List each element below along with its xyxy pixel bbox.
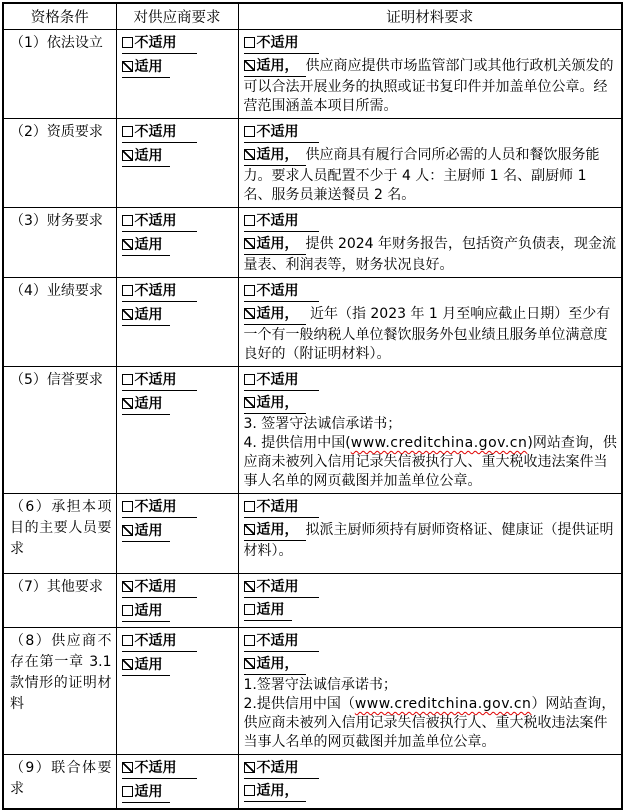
option-label: 不适用	[256, 213, 299, 229]
condition-cell	[3, 278, 116, 367]
option-label: 适用	[134, 603, 163, 619]
supplier-not-applicable-option	[122, 577, 234, 598]
checkbox-unchecked-icon[interactable]	[122, 285, 133, 296]
option-label: 不适用	[134, 213, 177, 229]
option-label: 适用	[134, 523, 163, 539]
supplier-requirement-cell	[116, 119, 238, 208]
supplier-requirement-cell	[116, 30, 238, 119]
proof-item-text: 3. 签署守法诚信承诺书；	[243, 416, 402, 432]
checkbox-checked-icon[interactable]	[244, 658, 255, 669]
proof-item-line	[244, 415, 618, 434]
table-row	[3, 494, 622, 574]
option-label: 适用	[134, 657, 163, 673]
checkbox-unchecked-icon[interactable]	[122, 605, 133, 616]
option-label: 不适用	[134, 124, 177, 140]
checkbox-checked-icon[interactable]	[122, 239, 133, 250]
condition-label: （7）其他要求	[10, 579, 103, 595]
proof-description: 拟派主厨师须持有厨师资格证、健康证（提供证明材料）。	[243, 522, 614, 559]
supplier-requirement-cell	[116, 755, 238, 810]
supplier-applicable-option	[122, 601, 234, 622]
option-label: 不适用	[256, 283, 299, 299]
proof-applicable-option	[244, 146, 618, 205]
option-label: 不适用	[256, 35, 299, 51]
supplier-applicable-option	[122, 655, 234, 676]
option-label: 不适用	[134, 35, 177, 51]
option-label: 适用，	[256, 306, 299, 322]
checkbox-checked-icon[interactable]	[122, 150, 133, 161]
option-label: 不适用	[256, 124, 299, 140]
supplier-requirement-cell	[116, 367, 238, 494]
option-label: 适用，	[256, 395, 299, 411]
option-label: 不适用	[134, 633, 177, 649]
checkbox-checked-icon[interactable]	[122, 762, 133, 773]
proof-requirement-cell	[238, 755, 622, 810]
table-row	[3, 367, 622, 494]
supplier-applicable-option	[122, 521, 234, 542]
condition-cell	[3, 367, 116, 494]
supplier-not-applicable-option	[122, 370, 234, 391]
supplier-applicable-option	[122, 782, 234, 803]
checkbox-unchecked-icon[interactable]	[122, 126, 133, 137]
checkbox-checked-icon[interactable]	[122, 581, 133, 592]
proof-applicable-option	[244, 235, 618, 275]
supplier-not-applicable-option	[122, 33, 234, 54]
option-label: 适用	[134, 59, 163, 75]
checkbox-unchecked-icon[interactable]	[122, 786, 133, 797]
checkbox-checked-icon[interactable]	[122, 659, 133, 670]
checkbox-checked-icon[interactable]	[244, 581, 255, 592]
checkbox-unchecked-icon[interactable]	[244, 374, 255, 385]
option-label: 适用，	[256, 783, 299, 799]
supplier-requirement-cell	[116, 494, 238, 574]
option-label: 适用，	[256, 656, 299, 672]
option-label: 适用	[134, 784, 163, 800]
proof-not-applicable-option	[244, 281, 618, 302]
checkbox-unchecked-icon[interactable]	[122, 501, 133, 512]
option-label: 不适用	[134, 499, 177, 515]
supplier-applicable-option	[122, 57, 234, 78]
proof-item-line	[244, 695, 618, 752]
option-label: 不适用	[256, 579, 299, 595]
proof-description: 供应商应提供市场监管部门或其他行政机关颁发的可以合法开展业务的执照或证书复印件并加盖单位公章。经营范围涵盖本项目所需。	[243, 58, 614, 114]
table-row	[3, 208, 622, 278]
checkbox-checked-icon[interactable]	[244, 60, 255, 71]
checkbox-unchecked-icon[interactable]	[244, 501, 255, 512]
checkbox-unchecked-icon[interactable]	[122, 37, 133, 48]
checkbox-checked-icon[interactable]	[122, 525, 133, 536]
proof-requirement-cell	[238, 494, 622, 574]
proof-requirement-cell	[238, 278, 622, 367]
proof-not-applicable-option	[244, 631, 618, 652]
proof-requirement-cell	[238, 628, 622, 755]
col-header-qualification-condition: 资格条件	[3, 3, 116, 30]
checkbox-checked-icon[interactable]	[244, 308, 255, 319]
proof-requirement-cell	[238, 119, 622, 208]
supplier-requirement-cell	[116, 628, 238, 755]
proof-applicable-option	[244, 655, 618, 676]
proof-not-applicable-option	[244, 497, 618, 518]
option-label: 不适用	[256, 372, 299, 388]
condition-label: （9）联合体要求	[10, 760, 112, 797]
condition-cell	[3, 208, 116, 278]
option-label: 适用	[134, 396, 163, 412]
option-label: 适用	[134, 307, 163, 323]
proof-item-line	[244, 676, 618, 695]
option-label: 适用	[134, 148, 163, 164]
supplier-applicable-option	[122, 305, 234, 326]
proof-applicable-option	[244, 305, 618, 364]
supplier-applicable-option	[122, 235, 234, 256]
option-label: 不适用	[134, 579, 177, 595]
condition-cell	[3, 755, 116, 810]
table-row	[3, 574, 622, 628]
condition-label: （5）信誉要求	[10, 372, 103, 388]
checkbox-checked-icon[interactable]	[244, 762, 255, 773]
proof-applicable-option	[244, 394, 618, 415]
proof-item-text: 4. 提供信用中国(	[243, 435, 351, 451]
checkbox-checked-icon[interactable]	[122, 61, 133, 72]
proof-item-line	[244, 434, 618, 491]
checkbox-unchecked-icon[interactable]	[244, 604, 255, 615]
proof-item-text: )网站查询，供应商未被列入信用记录失信被执行人、重大税收违法案件当事人名单的网页截图并加盖单位公章。	[243, 435, 617, 489]
checkbox-checked-icon[interactable]	[122, 398, 133, 409]
proof-applicable-option	[244, 782, 618, 803]
checkbox-checked-icon[interactable]	[244, 149, 255, 160]
condition-cell	[3, 628, 116, 755]
proof-requirement-cell	[238, 208, 622, 278]
table-row	[3, 119, 622, 208]
supplier-not-applicable-option	[122, 122, 234, 143]
condition-label: （4）业绩要求	[10, 283, 103, 299]
option-label: 适用	[134, 237, 163, 253]
proof-description: 供应商具有履行合同所必需的人员和餐饮服务能力。要求人员配置不少于 4 人：主厨师 1 名、副厨师 1 名、服务员兼送餐员 2 名。	[243, 147, 600, 203]
option-label: 适用，	[256, 58, 299, 74]
col-header-proof-material-requirement: 证明材料要求	[238, 3, 622, 30]
checkbox-unchecked-icon[interactable]	[244, 126, 255, 137]
checkbox-checked-icon[interactable]	[244, 524, 255, 535]
condition-cell	[3, 119, 116, 208]
supplier-not-applicable-option	[122, 631, 234, 652]
supplier-applicable-option	[122, 394, 234, 415]
condition-label: （8）供应商不存在第一章 3.1 款情形的证明材料	[10, 633, 112, 712]
checkbox-checked-icon[interactable]	[244, 238, 255, 249]
supplier-applicable-option	[122, 146, 234, 167]
col-header-supplier-requirement: 对供应商要求	[116, 3, 238, 30]
supplier-requirement-cell	[116, 574, 238, 628]
option-label: 适用，	[256, 236, 299, 252]
table-row	[3, 30, 622, 119]
condition-cell	[3, 30, 116, 119]
supplier-requirement-cell	[116, 208, 238, 278]
proof-applicable-option	[244, 57, 618, 116]
option-label: 不适用	[134, 283, 177, 299]
proof-requirement-cell	[238, 574, 622, 628]
option-label: 适用，	[256, 147, 299, 163]
proof-not-applicable-option	[244, 33, 618, 54]
checkbox-unchecked-icon[interactable]	[244, 635, 255, 646]
proof-not-applicable-option	[244, 122, 618, 143]
option-label: 适用，	[256, 522, 299, 538]
proof-requirement-cell	[238, 30, 622, 119]
proof-item-text: ）网站查询，供应商未被列入信用记录失信被执行人、重大税收违法案件当事人名单的网页截图并加盖单位公章。	[243, 696, 616, 750]
supplier-not-applicable-option	[122, 281, 234, 302]
option-label: 适用	[256, 602, 285, 618]
proof-item-text: 2.提供信用中国（	[243, 696, 355, 712]
proof-not-applicable-option	[244, 211, 618, 232]
qualification-requirements-table	[2, 2, 623, 810]
proof-not-applicable-option	[244, 758, 618, 779]
condition-cell	[3, 494, 116, 574]
proof-applicable-option	[244, 601, 618, 622]
proof-not-applicable-option	[244, 370, 618, 391]
creditchina-url: www.creditchina.gov.cn	[354, 696, 532, 712]
table-row	[3, 628, 622, 755]
checkbox-unchecked-icon[interactable]	[244, 215, 255, 226]
option-label: 不适用	[256, 499, 299, 515]
checkbox-checked-icon[interactable]	[244, 397, 255, 408]
condition-label: （2）资质要求	[10, 124, 103, 140]
supplier-requirement-cell	[116, 278, 238, 367]
checkbox-unchecked-icon[interactable]	[122, 374, 133, 385]
proof-item-text: 1.签署守法诚信承诺书；	[243, 677, 397, 693]
proof-requirement-cell	[238, 367, 622, 494]
proof-not-applicable-option	[244, 577, 618, 598]
table-row	[3, 755, 622, 810]
option-label: 不适用	[256, 633, 299, 649]
checkbox-unchecked-icon[interactable]	[244, 285, 255, 296]
supplier-not-applicable-option	[122, 497, 234, 518]
creditchina-url: www.creditchina.gov.cn	[350, 435, 528, 451]
proof-description: 近年（指 2023 年 1 月至响应截止日期）至少有一个有一般纳税人单位餐饮服务外包业绩且服务单位满意度良好的（附证明材料）。	[243, 306, 611, 362]
checkbox-unchecked-icon[interactable]	[244, 785, 255, 796]
table-row	[3, 278, 622, 367]
condition-label: （3）财务要求	[10, 213, 103, 229]
checkbox-unchecked-icon[interactable]	[122, 215, 133, 226]
condition-cell	[3, 574, 116, 628]
supplier-not-applicable-option	[122, 758, 234, 779]
checkbox-unchecked-icon[interactable]	[122, 635, 133, 646]
checkbox-unchecked-icon[interactable]	[244, 37, 255, 48]
checkbox-checked-icon[interactable]	[122, 309, 133, 320]
condition-label: （1）依法设立	[10, 35, 103, 51]
supplier-not-applicable-option	[122, 211, 234, 232]
option-label: 不适用	[134, 372, 177, 388]
condition-label: （6）承担本项目的主要人员要求	[10, 499, 112, 557]
header-row	[3, 3, 622, 30]
proof-description: 提供 2024 年财务报告，包括资产负债表，现金流量表、利润表等，财务状况良好。	[243, 236, 617, 273]
option-label: 不适用	[256, 760, 299, 776]
option-label: 不适用	[134, 760, 177, 776]
proof-applicable-option	[244, 521, 618, 561]
